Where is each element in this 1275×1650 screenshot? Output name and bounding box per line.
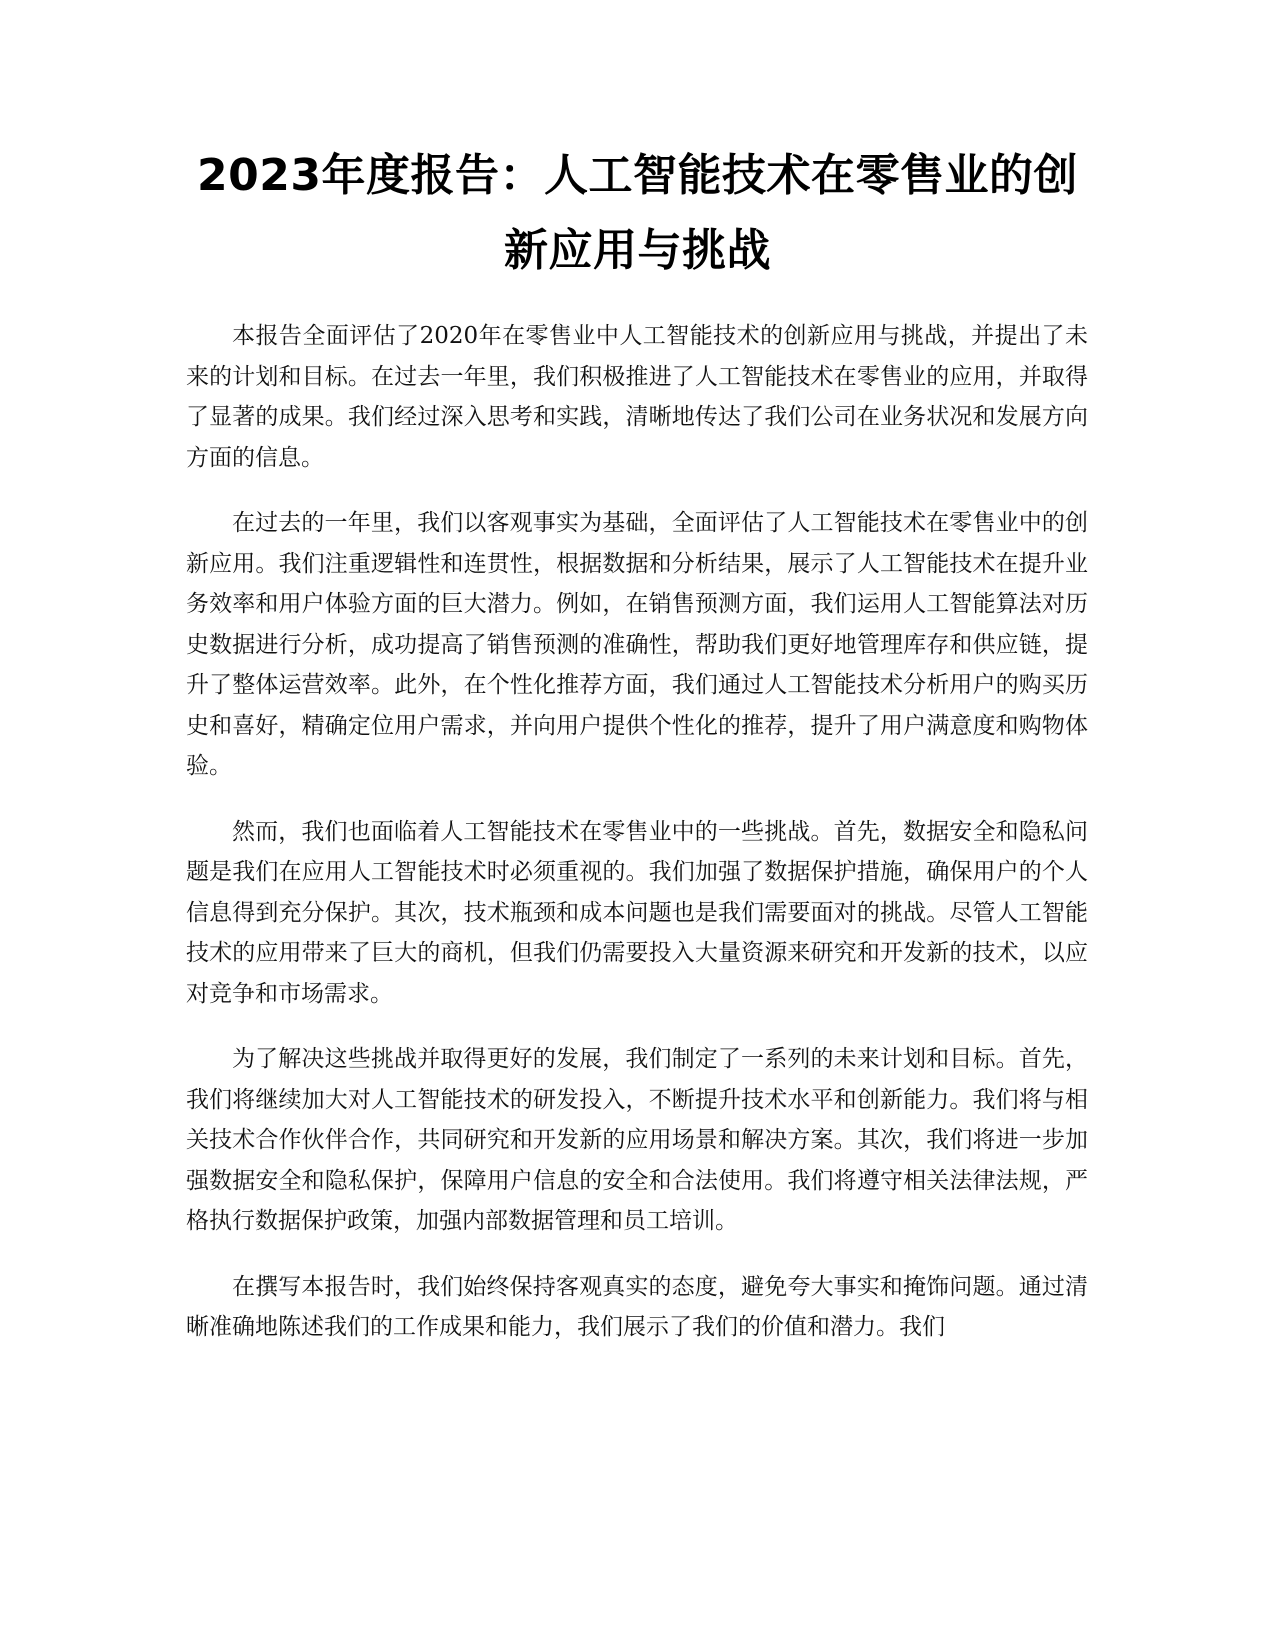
document-title-line-2: 新应用与挑战 [504, 225, 771, 276]
document-title-line-1: 2023年度报告：人工智能技术在零售业的创 [197, 150, 1078, 201]
document-body [186, 316, 1088, 1373]
body-paragraph-5: 在撰写本报告时，我们始终保持客观真实的态度，避免夸大事实和掩饰问题。通过清晰准确地陈述我们的工作成果和能力，我们展示了我们的价值和潜力。我们 [186, 1273, 1088, 1340]
body-paragraph-2: 在过去的一年里，我们以客观事实为基础，全面评估了人工智能技术在零售业中的创新应用。我们注重逻辑性和连贯性，根据数据和分析结果，展示了人工智能技术在提升业务效率和用户体验方面的巨大潜力。例如，在销售预测方面，我们运用人工智能算法对历史数据进行分析，成功提高了销售预测的准确性，帮助我们更好地管理库存和供应链，提升了整体运营效率。此外，在个性化推荐方面，我们通过人工智能技术分析用户的购买历史和喜好，精确定位用户需求，并向用户提供个性化的推荐，提升了用户满意度和购物体验。 [186, 510, 1088, 779]
body-paragraph-4: 为了解决这些挑战并取得更好的发展，我们制定了一系列的未来计划和目标。首先，我们将继续加大对人工智能技术的研发投入，不断提升技术水平和创新能力。我们将与相关技术合作伙伴合作，共同研究和开发新的应用场景和解决方案。其次，我们将进一步加强数据安全和隐私保护，保障用户信息的安全和合法使用。我们将遵守相关法律法规，严格执行数据保护政策，加强内部数据管理和员工培训。 [186, 1046, 1088, 1234]
body-paragraph-3: 然而，我们也面临着人工智能技术在零售业中的一些挑战。首先，数据安全和隐私问题是我们在应用人工智能技术时必须重视的。我们加强了数据保护措施，确保用户的个人信息得到充分保护。其次，技术瓶颈和成本问题也是我们需要面对的挑战。尽管人工智能技术的应用带来了巨大的商机，但我们仍需要投入大量资源来研究和开发新的技术，以应对竞争和市场需求。 [186, 818, 1088, 1007]
body-paragraph-1: 本报告全面评估了2020年在零售业中人工智能技术的创新应用与挑战，并提出了未来的计划和目标。在过去一年里，我们积极推进了人工智能技术在零售业的应用，并取得了显著的成果。我们经过深入思考和实践，清晰地传达了我们公司在业务状况和发展方向方面的信息。 [186, 323, 1088, 471]
document-title [150, 138, 1125, 288]
